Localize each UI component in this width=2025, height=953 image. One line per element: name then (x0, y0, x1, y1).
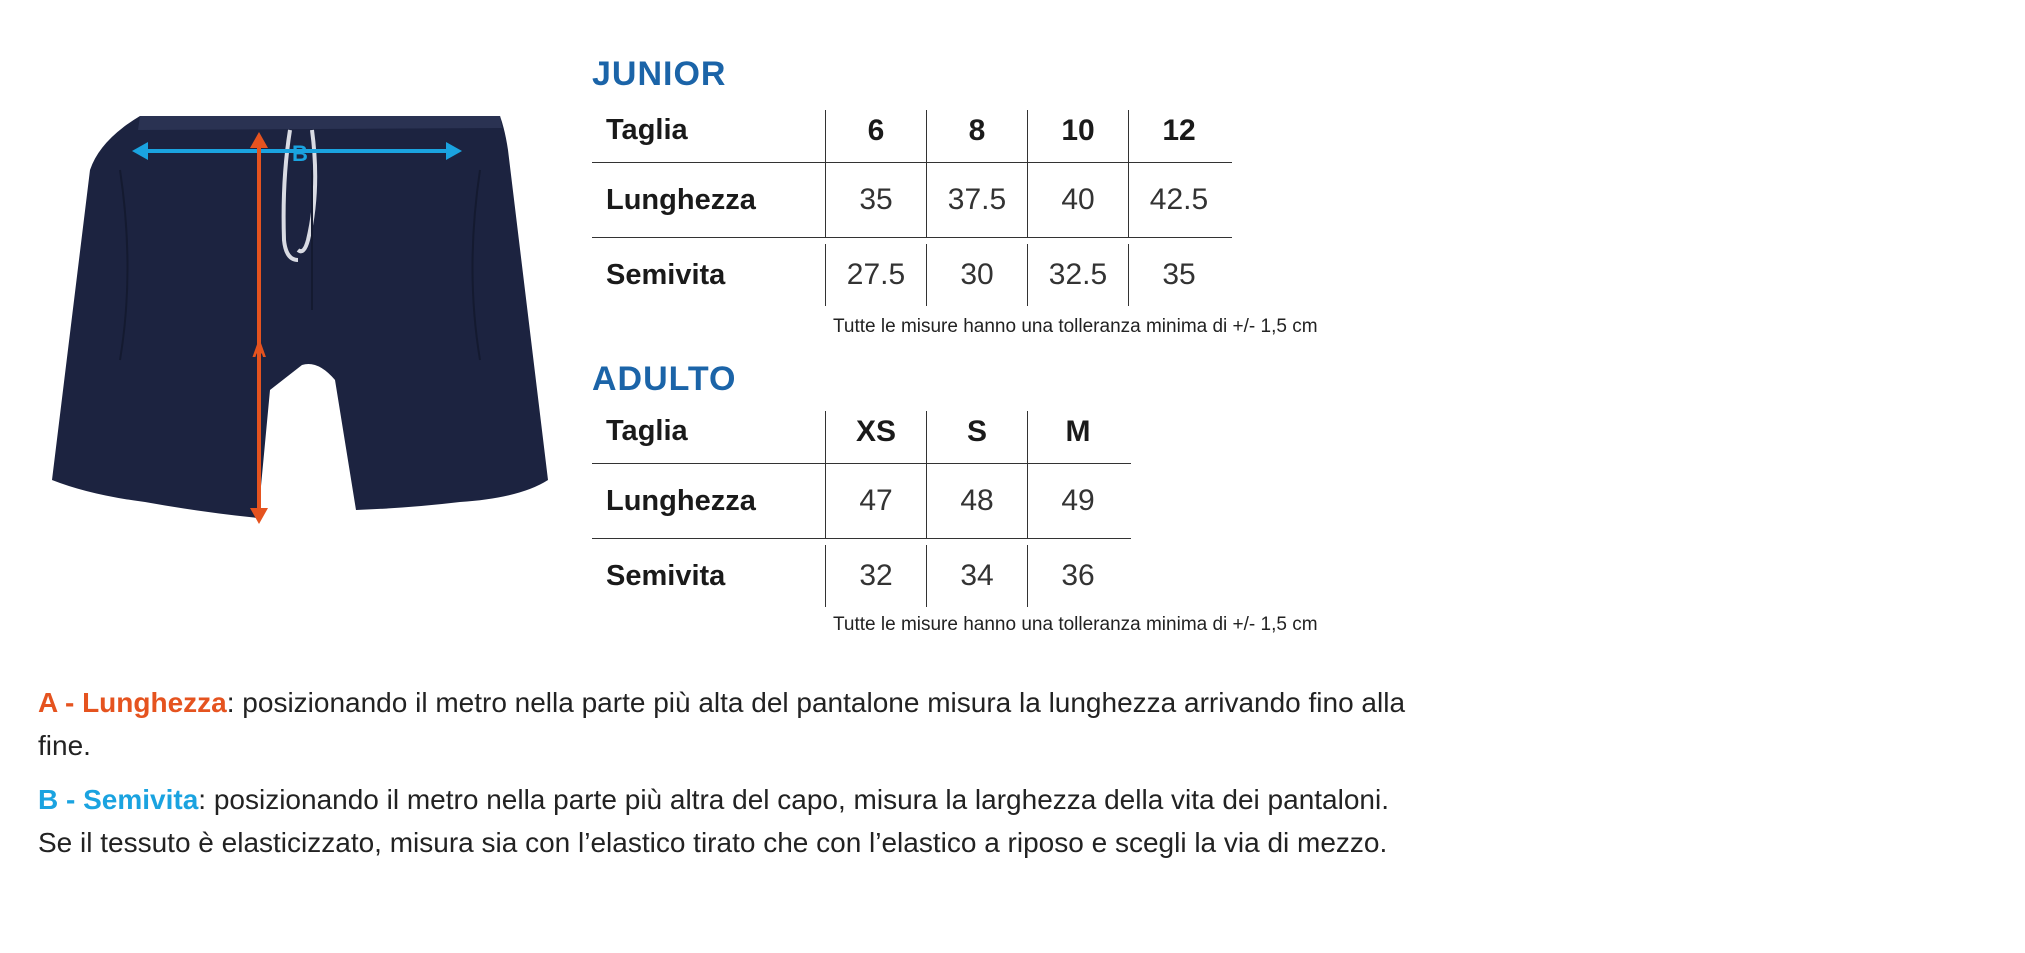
size-cell: 8 (926, 110, 1027, 162)
size-cell: M (1027, 411, 1128, 463)
table-row (592, 237, 1232, 312)
value-cell: 35 (825, 163, 926, 237)
value-cell: 35 (1128, 244, 1229, 306)
value-cell: 36 (1027, 545, 1128, 607)
junior-title: JUNIOR (592, 55, 727, 93)
value-cell: 48 (926, 464, 1027, 538)
adulto-tolerance-note: Tutte le misure hanno una tolleranza minima di +/- 1,5 cm (833, 614, 1318, 635)
size-cell: 10 (1027, 110, 1128, 162)
table-row (592, 538, 1131, 613)
value-cell: 49 (1027, 464, 1128, 538)
description-a (38, 681, 1418, 767)
row-label: Lunghezza (606, 484, 756, 517)
row-label: Lunghezza (606, 183, 756, 216)
header-label: Taglia (606, 114, 688, 146)
header-label: Taglia (606, 415, 688, 447)
description-a-label: A - Lunghezza (38, 687, 227, 718)
size-cell: S (926, 411, 1027, 463)
adulto-title: ADULTO (592, 360, 737, 398)
marker-a: A (252, 340, 267, 362)
value-cell: 40 (1027, 163, 1128, 237)
value-cell: 37.5 (926, 163, 1027, 237)
value-cell: 32.5 (1027, 244, 1128, 306)
table-row (592, 162, 1232, 237)
value-cell: 27.5 (825, 244, 926, 306)
marker-b: B (292, 141, 308, 166)
description-b (38, 778, 1418, 864)
size-cell: XS (825, 411, 926, 463)
table-header-row (592, 411, 1131, 463)
description-b-label: B - Semivita (38, 784, 199, 815)
junior-tolerance-note: Tutte le misure hanno una tolleranza minima di +/- 1,5 cm (833, 316, 1318, 337)
value-cell: 32 (825, 545, 926, 607)
description-b-text: : posizionando il metro nella parte più altra del capo, misura la larghezza della vita dei pantaloni. Se il tessuto è elasticizzato, misura sia con l’elastico tirato che con l’elastico a riposo e scegli la via di mezzo. (38, 784, 1389, 858)
description-a-text: : posizionando il metro nella parte più alta del pantalone misura la lunghezza arrivando fino alla fine. (38, 687, 1406, 761)
row-label: Semivita (606, 258, 726, 291)
shorts-measurement-figure (50, 110, 550, 550)
junior-size-table (592, 110, 1232, 312)
value-cell: 42.5 (1128, 163, 1229, 237)
size-cell: 12 (1128, 110, 1229, 162)
value-cell: 34 (926, 545, 1027, 607)
table-row (592, 463, 1131, 538)
table-header-row (592, 110, 1232, 162)
size-cell: 6 (825, 110, 926, 162)
value-cell: 47 (825, 464, 926, 538)
value-cell: 30 (926, 244, 1027, 306)
adulto-size-table (592, 411, 1131, 613)
row-label: Semivita (606, 559, 726, 592)
